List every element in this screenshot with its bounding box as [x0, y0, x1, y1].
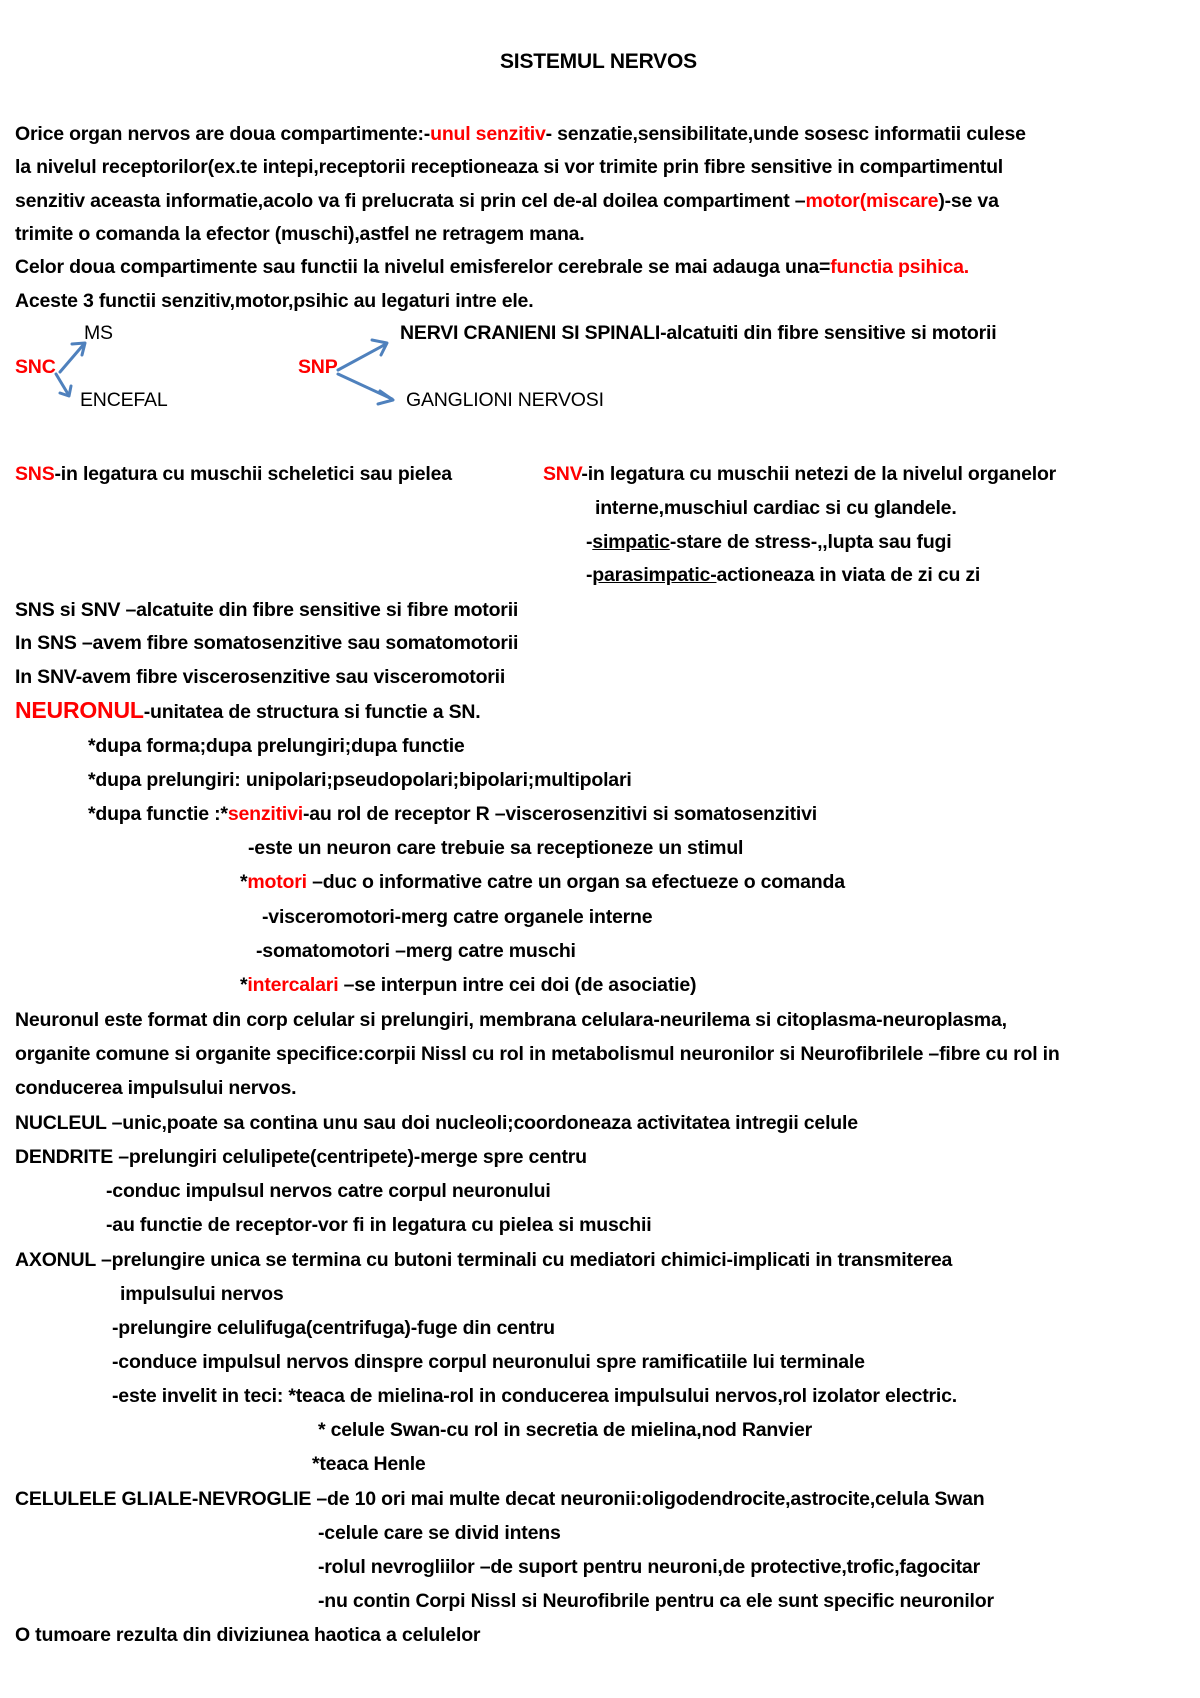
neuron-text: *: [240, 974, 248, 996]
page-title: SISTEMUL NERVOS: [500, 50, 697, 73]
axon-line-7: *teaca Henle: [312, 1453, 426, 1475]
parasimpatic-line: [586, 563, 980, 587]
dash: -: [586, 531, 593, 553]
intro-text: Orice organ nervos are doua compartimente:-: [15, 123, 431, 145]
diagram-arrows: [0, 0, 1200, 460]
label-snv: SNV: [543, 463, 582, 485]
simpatic-line: [586, 530, 951, 554]
intro-text: senzitiv aceasta informatie,acolo va fi prelucrata si prin cel de-al doilea compartiment –: [15, 190, 806, 212]
neuron-structure-3: conducerea impulsului nervos.: [15, 1077, 297, 1099]
label-snp: SNP: [298, 356, 338, 378]
axon-line-1: AXONUL –prelungire unica se termina cu butoni terminali cu mediatori chimici-implicati in transmiterea: [15, 1249, 953, 1271]
neuron-text: *dupa functie :*: [88, 803, 228, 825]
intro-text: - senzatie,sensibilitate,unde sosesc informatii culese: [545, 123, 1026, 145]
highlight-motori: motori: [247, 871, 307, 893]
arrow-snc-encefal: [56, 374, 68, 394]
glia-line-4: -nu contin Corpi Nissl si Neurofibrile pentru ca ele sunt specific neuronilor: [318, 1590, 994, 1612]
axon-line-2: impulsului nervos: [120, 1283, 284, 1305]
highlight-senzitiv: unul senzitiv: [430, 123, 546, 145]
neuron-text: *: [240, 871, 248, 893]
arrow-snp-nervi: [338, 344, 386, 370]
label-ms: MS: [84, 322, 113, 344]
intro-line-4: trimite o comanda la efector (muschi),astfel ne retragem mana.: [15, 223, 585, 245]
dendrite-line-3: -au functie de receptor-vor fi in legatura cu pielea si muschii: [106, 1214, 652, 1236]
highlight-motor: motor(miscare: [805, 190, 939, 212]
neuron-class-6: -visceromotori-merg catre organele interne: [262, 906, 653, 928]
neuron-def: -unitatea de structura si functie a SN.: [143, 701, 481, 723]
neuron-class-1: *dupa forma;dupa prelungiri;dupa functie: [88, 735, 465, 757]
sns-text: -in legatura cu muschii scheletici sau pielea: [54, 463, 452, 485]
sns-line: [15, 462, 452, 486]
snv-line-1: [543, 462, 1056, 486]
parasimpatic-term: parasimpatic-: [592, 564, 717, 586]
axon-line-3: -prelungire celulifuga(centrifuga)-fuge din centru: [112, 1317, 555, 1339]
label-encefal: ENCEFAL: [80, 389, 168, 411]
highlight-intercalari: intercalari: [247, 974, 339, 996]
label-snc: SNC: [15, 356, 56, 378]
neuron-text: –duc o informative catre un organ sa efectueze o comanda: [306, 871, 845, 893]
tumoare-line: O tumoare rezulta din diviziunea haotica a celulelor: [15, 1624, 481, 1646]
neuron-class-5: [240, 870, 845, 894]
intro-text: )-se va: [938, 190, 999, 212]
neuron-text: -au rol de receptor R –viscerosenzitivi si somatosenzitivi: [302, 803, 817, 825]
label-ganglioni: GANGLIONI NERVOSI: [406, 389, 604, 411]
highlight-senzitivi: senzitivi: [227, 803, 303, 825]
neuron-class-8: [240, 973, 696, 997]
axon-line-4: -conduce impulsul nervos dinspre corpul neuronului spre ramificatiile lui terminale: [112, 1351, 865, 1373]
axon-line-6: * celule Swan-cu rol in secretia de mielina,nod Ranvier: [318, 1419, 813, 1441]
intro-line-2: la nivelul receptorilor(ex.te intepi,receptorii receptioneaza si vor trimite prin fibre sensitive in compartimentul: [15, 156, 1004, 178]
snv-text: -in legatura cu muschii netezi de la nivelul organelor: [581, 463, 1057, 485]
neuron-class-4: -este un neuron care trebuie sa receptioneze un stimul: [248, 837, 744, 859]
snv-line-2: interne,muschiul cardiac si cu glandele.: [595, 497, 957, 519]
fibre-line-2: In SNS –avem fibre somatosenzitive sau somatomotorii: [15, 632, 519, 654]
neuron-class-7: -somatomotori –merg catre muschi: [256, 940, 576, 962]
parasimpatic-text: actioneaza in viata de zi cu zi: [716, 564, 981, 586]
arrow-snc-ms: [60, 344, 84, 372]
glia-line-2: -celule care se divid intens: [318, 1522, 561, 1544]
intro-line-6: Aceste 3 functii senzitiv,motor,psihic au legaturi intre ele.: [15, 290, 534, 312]
neuron-class-2: *dupa prelungiri: unipolari;pseudopolari;bipolari;multipolari: [88, 769, 632, 791]
neuron-heading: [15, 698, 481, 724]
neuron-class-3: [88, 802, 817, 826]
simpatic-term: simpatic: [592, 531, 670, 553]
neuron-structure-2: organite comune si organite specifice:corpii Nissl cu rol in metabolismul neuronilor si Neurofibrilele –fibre cu rol in: [15, 1043, 1060, 1065]
glia-line-3: -rolul nevrogliilor –de suport pentru neuroni,de protective,trofic,fagocitar: [318, 1556, 980, 1578]
dendrite-line-1: DENDRITE –prelungiri celulipete(centripete)-merge spre centru: [15, 1146, 587, 1168]
glia-line-1: CELULELE GLIALE-NEVROGLIE –de 10 ori mai multe decat neuronii:oligodendrocite,astrocite,celula Swan: [15, 1488, 985, 1510]
label-sns: SNS: [15, 463, 55, 485]
dash: -: [586, 564, 593, 586]
neuron-text: –se interpun intre cei doi (de asociatie): [338, 974, 697, 996]
label-nervi: NERVI CRANIENI SI SPINALI-alcatuiti din fibre sensitive si motorii: [400, 322, 997, 344]
neuron-structure-1: Neuronul este format din corp celular si prelungiri, membrana celulara-neurilema si citoplasma-neuroplasma,: [15, 1009, 1007, 1031]
axon-line-5: -este invelit in teci: *teaca de mielina-rol in conducerea impulsului nervos,rol izolator electric.: [112, 1385, 957, 1407]
fibre-line-3: In SNV-avem fibre viscerosenzitive sau visceromotorii: [15, 666, 506, 688]
label-neuronul: NEURONUL: [15, 697, 144, 723]
dendrite-line-2: -conduc impulsul nervos catre corpul neuronului: [106, 1180, 551, 1202]
intro-text: Celor doua compartimente sau functii la nivelul emisferelor cerebrale se mai adauga una=: [15, 256, 831, 278]
highlight-psihica: functia psihica.: [830, 256, 969, 278]
nucleu-line: NUCLEUL –unic,poate sa contina unu sau doi nucleoli;coordoneaza activitatea intregii celule: [15, 1112, 858, 1134]
fibre-line-1: SNS si SNV –alcatuite din fibre sensitive si fibre motorii: [15, 599, 519, 621]
simpatic-text: -stare de stress-,,lupta sau fugi: [669, 531, 952, 553]
